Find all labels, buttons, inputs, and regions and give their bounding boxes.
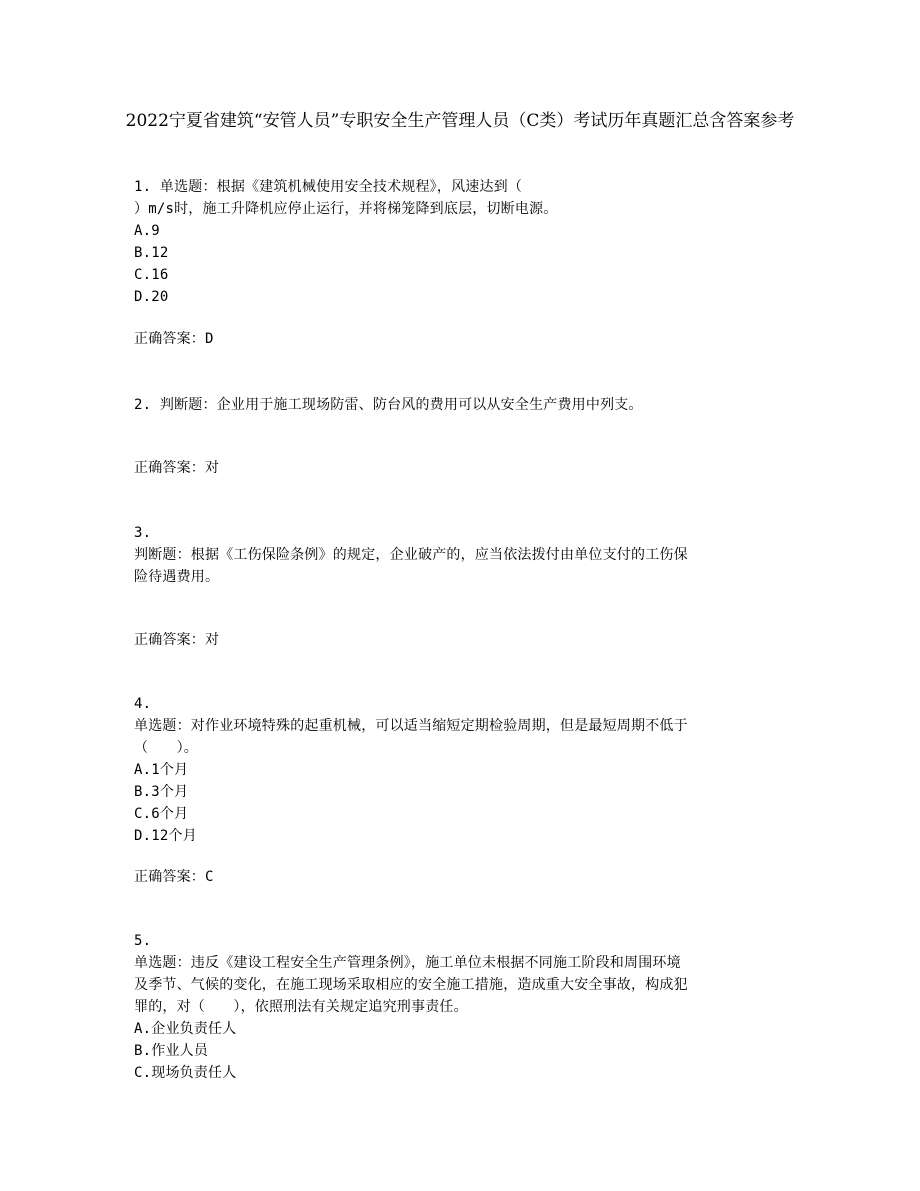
question-5-stem-line-2: 及季节、气候的变化，在施工现场采取相应的安全施工措施，造成重大安全事故，构成犯 <box>134 977 688 993</box>
document-title: 2022宁夏省建筑“安管人员”专职安全生产管理人员（C类）考试历年真题汇总含答案参考 <box>125 111 795 131</box>
question-4-answer: 正确答案：C <box>134 869 214 885</box>
question-1-stem-line-2: ）m/s时，施工升降机应停止运行，并将梯笼降到底层，切断电源。 <box>134 201 558 217</box>
question-4-option-d: D.12个月 <box>134 828 197 844</box>
question-3-answer: 正确答案：对 <box>134 632 220 648</box>
question-2-answer: 正确答案：对 <box>134 460 220 476</box>
question-3-number: 3. <box>134 525 152 541</box>
question-5-option-b: B.作业人员 <box>134 1043 209 1059</box>
question-1-option-b: B.12 <box>134 245 169 261</box>
question-5-stem-line-3: 罪的，对（ ），依照刑法有关规定追究刑事责任。 <box>134 999 468 1015</box>
question-1-option-d: D.20 <box>134 289 169 305</box>
question-1-option-c: C.16 <box>134 267 169 283</box>
question-4-stem-line-2: （ ）。 <box>134 740 198 756</box>
question-5-option-c: C.现场负责任人 <box>134 1065 237 1081</box>
question-5-option-a: A.企业负责任人 <box>134 1021 237 1037</box>
question-1-stem-line-1: 1. 单选题：根据《建筑机械使用安全技术规程》，风速达到（ <box>134 179 523 195</box>
question-4-option-b: B.3个月 <box>134 784 189 800</box>
question-2-stem-line-1: 2. 判断题：企业用于施工现场防雷、防台风的费用可以从安全生产费用中列支。 <box>134 397 643 413</box>
question-3-stem-line-2: 险待遇费用。 <box>134 569 220 585</box>
question-1-answer: 正确答案：D <box>134 331 214 347</box>
question-4-option-a: A.1个月 <box>134 762 189 778</box>
question-1-option-a: A.9 <box>134 223 160 239</box>
question-5-stem-line-1: 单选题：违反《建设工程安全生产管理条例》，施工单位未根据不同施工阶段和周围环境 <box>134 955 681 971</box>
question-4-number: 4. <box>134 696 152 712</box>
question-3-stem-line-1: 判断题：根据《工伤保险条例》的规定，企业破产的，应当依法拨付由单位支付的工伤保 <box>134 547 688 563</box>
question-4-stem-line-1: 单选题：对作业环境特殊的起重机械，可以适当缩短定期检验周期，但是最短周期不低于 <box>134 718 688 734</box>
question-5-number: 5. <box>134 933 152 949</box>
question-4-option-c: C.6个月 <box>134 806 189 822</box>
